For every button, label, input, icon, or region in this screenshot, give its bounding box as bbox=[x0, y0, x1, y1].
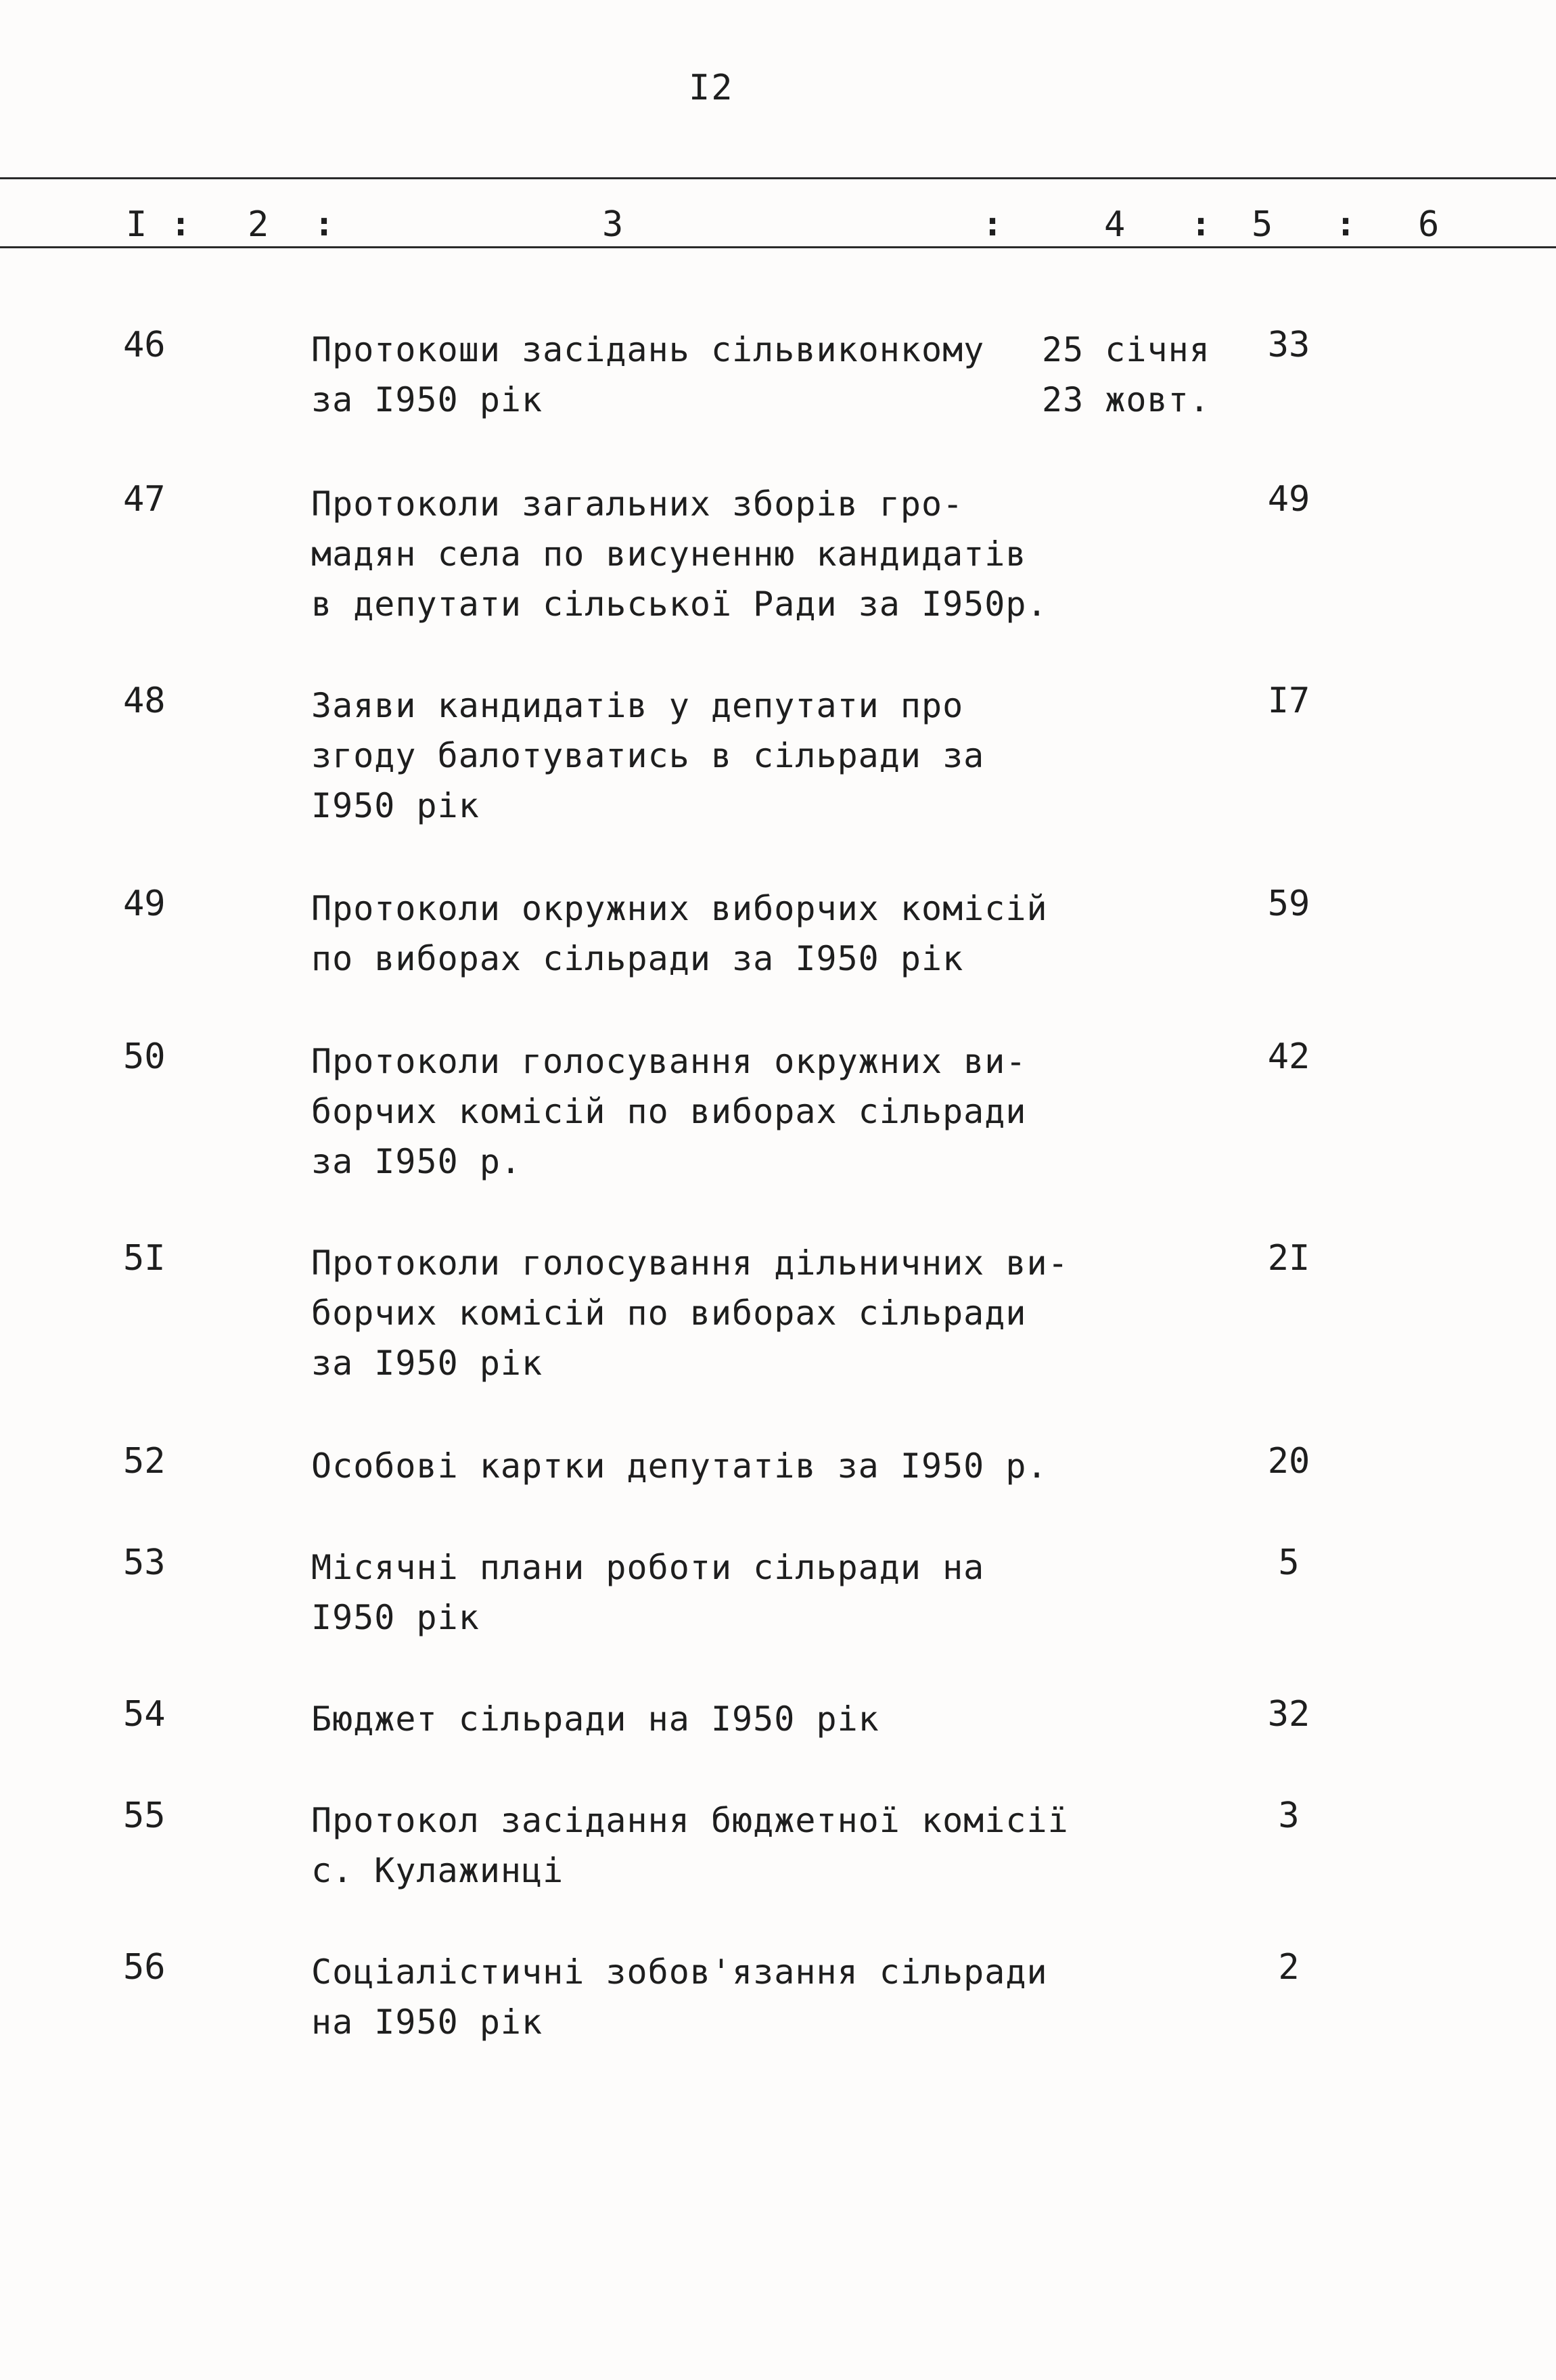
item-number: 47 bbox=[123, 479, 166, 520]
item-title: Соціалістичні зобов'язання сільради на I950 рік bbox=[311, 1952, 1048, 2042]
item-sheet-count: 33 bbox=[1267, 325, 1310, 365]
item-dates: 25 січня 23 жовт. bbox=[1042, 330, 1210, 419]
column-header-3: 3 bbox=[602, 204, 624, 245]
column-separator: : bbox=[1335, 204, 1356, 244]
item-number: 48 bbox=[123, 681, 166, 721]
column-separator: : bbox=[314, 204, 335, 244]
item-number: 53 bbox=[123, 1542, 166, 1583]
item-number: 55 bbox=[123, 1795, 166, 1836]
item-number: 46 bbox=[123, 325, 166, 365]
item-title: Протоколи окружних виборчих комісій по виборах сільради за I950 рік bbox=[311, 889, 1048, 978]
item-sheet-count: 3 bbox=[1278, 1795, 1300, 1836]
item-title: Протоколи голосування дільничних ви- борчих комісій по виборах сільради за I950 рік bbox=[311, 1243, 1069, 1383]
column-header-6: 6 bbox=[1418, 204, 1440, 245]
item-sheet-count: 49 bbox=[1267, 479, 1310, 520]
column-header-5: 5 bbox=[1252, 204, 1273, 245]
item-title: Заяви кандидатів у депутати про згоду балотуватись в сільради за I950 рік bbox=[311, 686, 985, 825]
item-number: 52 bbox=[123, 1441, 166, 1482]
item-sheet-count: 2I bbox=[1267, 1238, 1310, 1279]
item-sheet-count: 20 bbox=[1267, 1441, 1310, 1482]
item-sheet-count: 59 bbox=[1267, 884, 1310, 924]
column-header-2: 2 bbox=[248, 204, 269, 245]
item-title: Місячні плани роботи сільради на I950 рік bbox=[311, 1548, 985, 1637]
item-title: Протокол засідання бюджетної комісії с. Кулажинці bbox=[311, 1801, 1069, 1890]
item-sheet-count: 2 bbox=[1278, 1947, 1300, 1988]
item-sheet-count: 5 bbox=[1278, 1542, 1300, 1583]
column-header-4: 4 bbox=[1104, 204, 1126, 245]
item-title: Бюджет сільради на I950 рік bbox=[311, 1699, 879, 1739]
item-sheet-count: 32 bbox=[1267, 1694, 1310, 1735]
item-sheet-count: 42 bbox=[1267, 1036, 1310, 1077]
item-number: 5I bbox=[123, 1238, 166, 1279]
item-title: Протокоши засідань сільвиконкому за I950 рік bbox=[311, 330, 985, 419]
column-separator: : bbox=[170, 204, 191, 244]
item-title: Особові картки депутатів за I950 р. bbox=[311, 1446, 1048, 1486]
item-number: 54 bbox=[123, 1694, 166, 1735]
item-title: Протоколи загальних зборів гро- мадян села по висуненню кандидатів в депутати сільської Ради за I950р. bbox=[311, 484, 1048, 624]
item-number: 56 bbox=[123, 1947, 166, 1988]
item-number: 50 bbox=[123, 1036, 166, 1077]
item-number: 49 bbox=[123, 884, 166, 924]
item-title: Протоколи голосування окружних ви- борчих комісій по виборах сільради за I950 р. bbox=[311, 1042, 1027, 1181]
column-separator: : bbox=[1191, 204, 1212, 244]
column-separator: : bbox=[982, 204, 1003, 244]
item-sheet-count: I7 bbox=[1267, 681, 1310, 721]
column-header-1: I bbox=[126, 204, 147, 245]
page-number: I2 bbox=[689, 68, 734, 108]
